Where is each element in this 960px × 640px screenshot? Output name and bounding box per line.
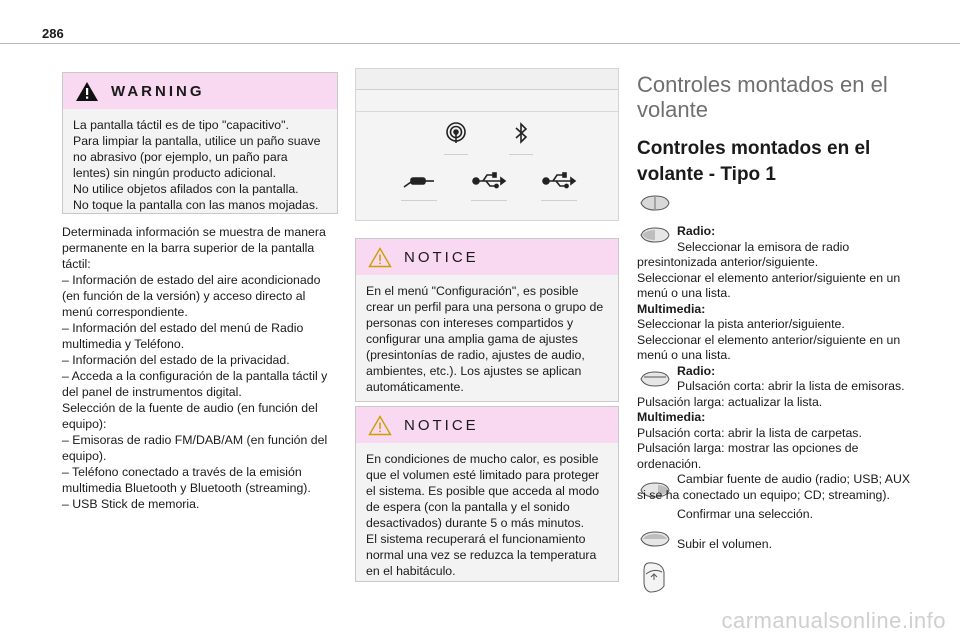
volume-thumbwheel-icon	[640, 560, 668, 594]
steering-switch-icon	[638, 194, 672, 212]
section-heading: Controles montados en el volante	[637, 72, 888, 122]
notice-box	[355, 238, 619, 402]
text: Confirmar una selección.	[677, 507, 814, 521]
warning-triangle-icon	[75, 81, 99, 102]
aux-jack-icon	[401, 169, 437, 191]
notice-text: En condiciones de mucho calor, es posible que el volumen esté limitado para proteger el sistema. Es posible que acceda al modo de espera (con la pantalla y el sonido desactivados) durante 5 o más minutos.	[366, 452, 600, 530]
label: Multimedia:	[637, 301, 706, 316]
warning-header	[63, 73, 337, 109]
notice-title: NOTICE	[404, 416, 479, 434]
notice-box	[355, 406, 619, 582]
notice-body	[356, 443, 618, 579]
text: Seleccionar el elemento anterior/siguiente en un menú o una lista.	[637, 332, 901, 362]
page-number: 286	[42, 26, 64, 41]
label: Radio:	[677, 224, 716, 238]
wireless-play-icon	[444, 121, 468, 145]
list-item: – Información de estado del aire acondicionado (en función de la versión) y acceso directo al menú correspondiente.	[62, 273, 321, 319]
list-item: – Acceda a la configuración de la pantalla táctil y del panel de instrumentos digital.	[62, 369, 328, 399]
warning-line: No toque la pantalla con las manos mojadas.	[73, 198, 319, 212]
text: Pulsación larga: actualizar la lista.	[637, 394, 823, 409]
list-item: – Teléfono conectado a través de la emisión multimedia Bluetooth y Bluetooth (streaming).	[62, 465, 311, 495]
text: Pulsación corta: abrir la lista de emisoras.	[677, 379, 905, 393]
status-bar-description	[62, 224, 338, 512]
notice-text: En el menú "Configuración", es posible crear un perfil para una persona o grupo de personas con intereses compartidos y configurar una amplia gama de ajustes (presintonías de radio, ajustes de audio, ambientes, etc.). Los ajustes se aplican automáticamente.	[366, 284, 604, 394]
bluetooth-icon	[509, 121, 533, 145]
steering-controls-list	[637, 224, 917, 552]
list-item: – Información del estado del menú de Radio multimedia y Teléfono.	[62, 321, 304, 351]
warning-line: No utilice objetos afilados con la pantalla.	[73, 182, 299, 196]
notice-header	[356, 407, 618, 443]
notice-triangle-icon	[368, 247, 392, 268]
text: Subir el volumen.	[677, 536, 773, 551]
paragraph: Determinada información se muestra de manera permanente en la barra superior de la pantalla táctil:	[62, 225, 326, 271]
warning-line: La pantalla táctil es de tipo "capacitivo".	[73, 118, 289, 132]
text: Seleccionar el elemento anterior/siguiente en un menú o una lista.	[637, 270, 901, 300]
illustration-band	[356, 69, 618, 90]
illustration-band	[356, 89, 618, 112]
section-subheading: Controles montados en el volante - Tipo 1	[637, 138, 871, 185]
status-bar-illustration	[355, 68, 619, 221]
notice-triangle-icon	[368, 415, 392, 436]
notice-header	[356, 239, 618, 275]
usb-icon	[471, 169, 507, 191]
warning-box	[62, 72, 338, 214]
label: Multimedia:	[637, 410, 706, 424]
list-item: – Información del estado de la privacidad.	[62, 353, 290, 367]
list-item: – USB Stick de memoria.	[62, 497, 200, 511]
text: Seleccionar la emisora de radio presintonizada anterior/siguiente.	[637, 239, 850, 269]
text: Cambiar fuente de audio (radio; USB; AUX si se ha conectado un equipo; CD; streaming).	[637, 472, 911, 502]
notice-text: El sistema recuperará el funcionamiento normal una vez se reduzca la temperatura en el habitáculo.	[366, 532, 597, 578]
text: Seleccionar la pista anterior/siguiente.	[637, 317, 845, 331]
warning-line: Para limpiar la pantalla, utilice un paño suave no abrasivo (por ejemplo, un paño para lentes) sin ningún producto adicional.	[73, 134, 321, 180]
notice-body	[356, 275, 618, 395]
text: Pulsación corta: abrir la lista de carpetas.	[637, 425, 862, 440]
warning-title: WARNING	[111, 82, 205, 100]
list-item: – Emisoras de radio FM/DAB/AM (en función del equipo).	[62, 433, 328, 463]
notice-title: NOTICE	[404, 248, 479, 266]
text: Pulsación larga: mostrar las opciones de ordenación.	[637, 441, 859, 471]
paragraph: Selección de la fuente de audio (en función del equipo):	[62, 401, 318, 431]
usb-icon	[541, 169, 577, 191]
label: Radio:	[677, 363, 716, 378]
watermark: carmanualsonline.info	[721, 608, 946, 633]
warning-body	[63, 109, 337, 213]
header-rule	[0, 43, 960, 44]
